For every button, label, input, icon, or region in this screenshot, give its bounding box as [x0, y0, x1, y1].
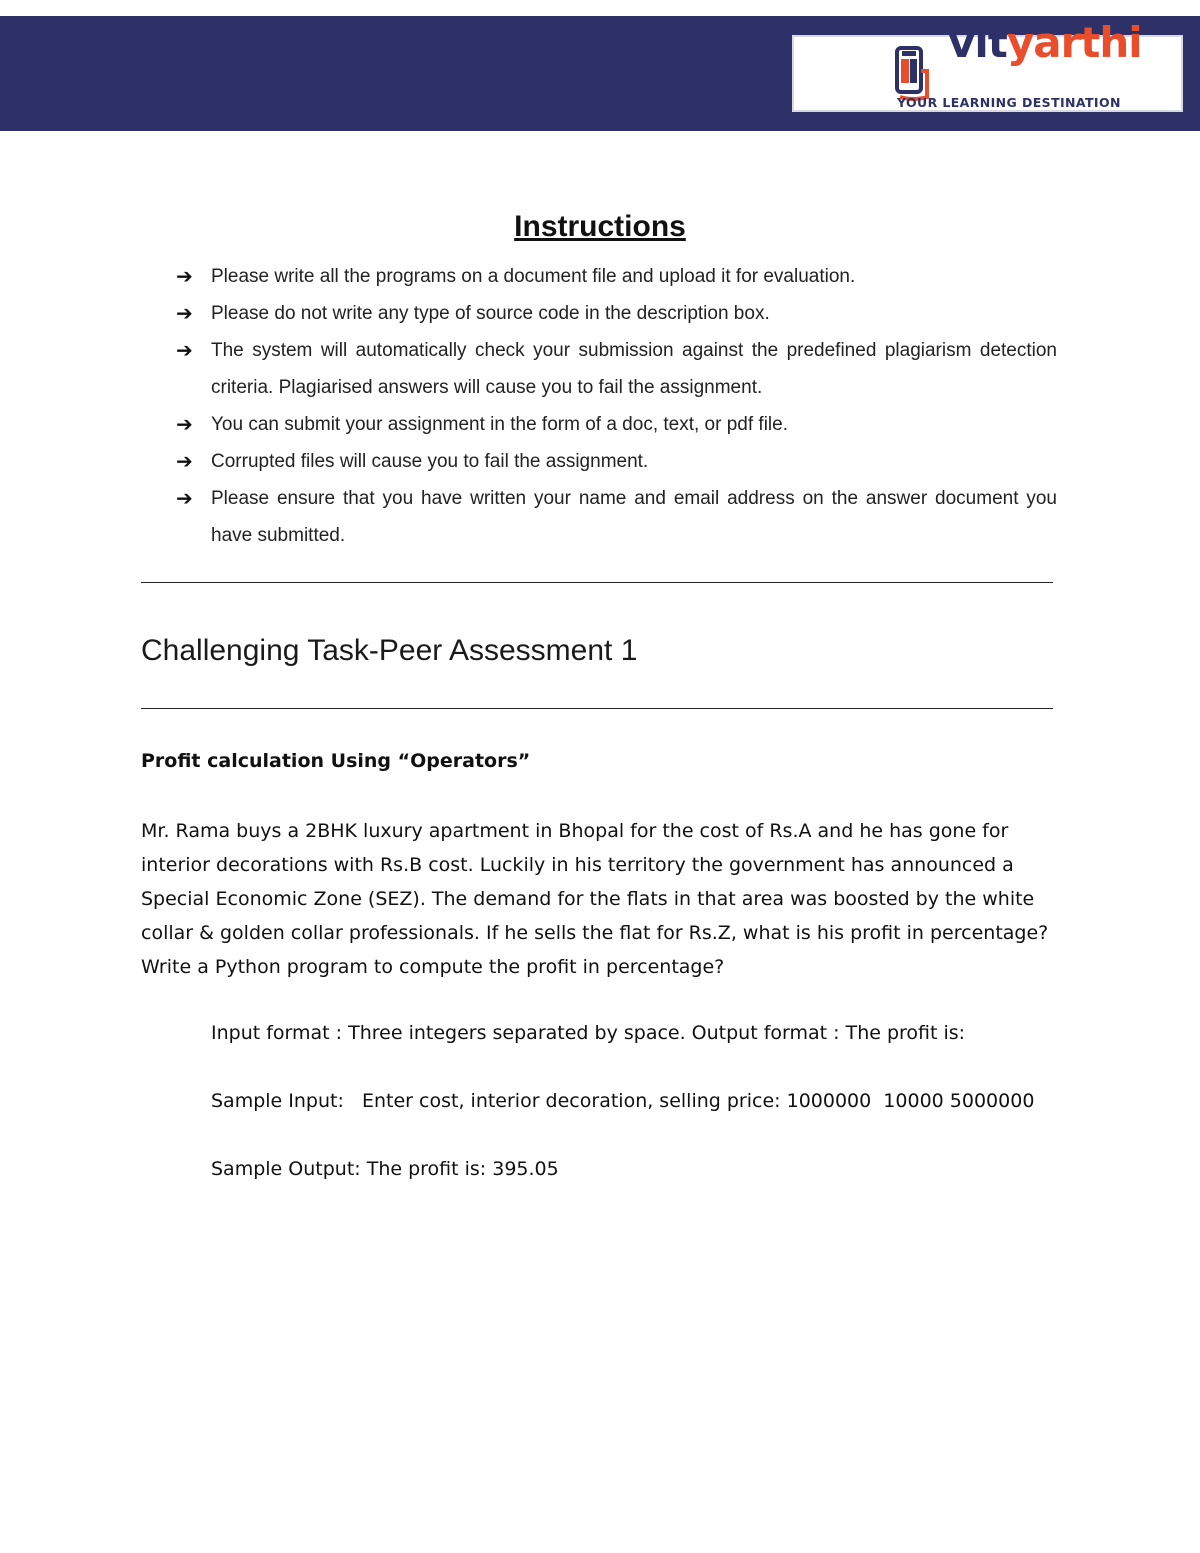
divider-line — [141, 582, 1053, 583]
divider-line — [141, 708, 1053, 709]
instruction-item — [176, 295, 1057, 332]
task-title: Challenging Task-Peer Assessment 1 — [141, 634, 638, 667]
arrow-icon: ➔ — [176, 301, 193, 325]
instructions-list — [176, 258, 1057, 554]
arrow-icon: ➔ — [176, 264, 193, 288]
instruction-item — [176, 406, 1057, 443]
task-description: Mr. Rama buys a 2BHK luxury apartment in Bhopal for the cost of Rs.A and he has gone for interior decorations with Rs.B cost. Luckily in his territory the government has announced a Special Economic Zone (SEZ). The demand for the flats in that area was boosted by the white collar & golden collar professionals. If he sells the flat for Rs.Z, what is his profit in percentage? Write a Python program to compute the profit in percentage? — [141, 820, 1049, 978]
instructions-title: Instructions — [514, 210, 686, 243]
arrow-icon: ➔ — [176, 486, 193, 510]
instruction-item — [176, 480, 1057, 554]
instruction-text: The system will automatically check your submission against the predefined plagiarism detection criteria. Plagiarised answers will cause you to fail the assignment. — [211, 340, 1057, 398]
instruction-item — [176, 332, 1057, 406]
task-subheading: Profit calculation Using “Operators” — [141, 750, 531, 772]
brand-part-yarthi: yarthi — [1006, 18, 1142, 67]
instruction-text: Corrupted files will cause you to fail the assignment. — [211, 451, 649, 472]
arrow-icon: ➔ — [176, 449, 193, 473]
arrow-icon: ➔ — [176, 412, 193, 436]
instruction-text: Please write all the programs on a document file and upload it for evaluation. — [211, 266, 856, 287]
brand-tagline: YOUR LEARNING DESTINATION — [897, 95, 1121, 110]
instruction-text: Please ensure that you have written your name and email address on the answer document you have submitted. — [211, 488, 1057, 546]
brand-part-vit: vit — [948, 18, 1007, 67]
brand-wordmark — [948, 18, 1142, 67]
instruction-item — [176, 258, 1057, 295]
sample-input-text: Sample Input: Enter cost, interior decoration, selling price: 1000000 10000 5000000 — [211, 1090, 1035, 1112]
sample-output-text: Sample Output: The profit is: 395.05 — [211, 1158, 559, 1180]
instruction-item — [176, 443, 1057, 480]
instruction-text: You can submit your assignment in the form of a doc, text, or pdf file. — [211, 414, 788, 435]
input-format-text: Input format : Three integers separated by space. Output format : The profit is: — [211, 1022, 966, 1044]
arrow-icon: ➔ — [176, 338, 193, 362]
instruction-text: Please do not write any type of source code in the description box. — [211, 303, 770, 324]
